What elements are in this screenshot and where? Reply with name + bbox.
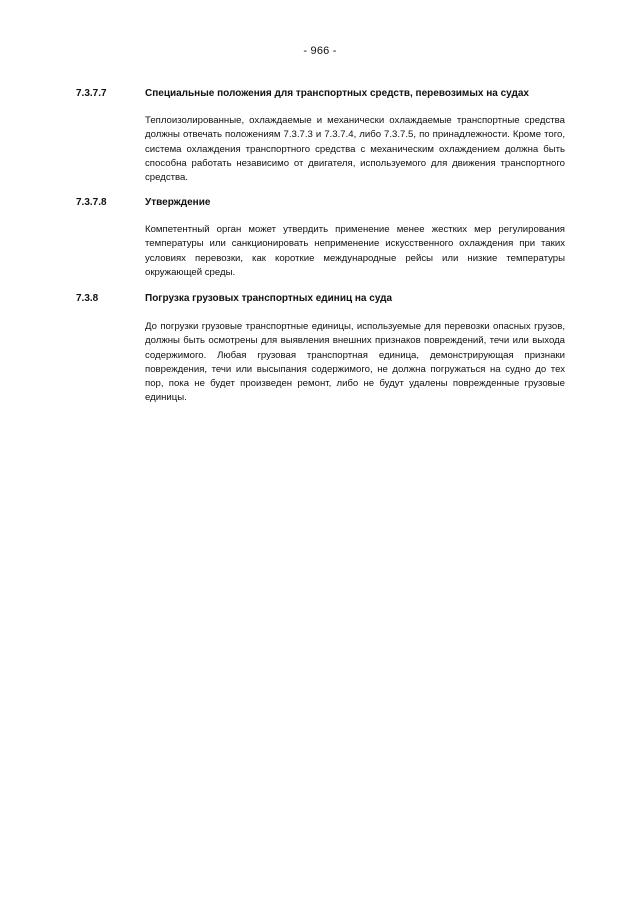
section-title: Специальные положения для транспортных средств, перевозимых на судах bbox=[145, 88, 529, 99]
section-title: Утверждение bbox=[145, 197, 211, 208]
section-number: 7.3.7.7 bbox=[76, 88, 107, 99]
section-body: Компетентный орган может утвердить применение менее жестких мер регулирования температуры или санкционировать неприменение искусственного охлаждения при таких условиях перевозки, как короткие международные рейсы или низкие температуры окружающей среды. bbox=[145, 224, 565, 278]
section-body: До погрузки грузовые транспортные единицы, используемые для перевозки опасных грузов, должны быть осмотрены для выявления внешних признаков повреждений, течи или выхода содержимого. Любая грузовая транспортная единица, демонстрирующая признаки повреждения, течи или высыпания содержимого, не должна погружаться на судно до тех пор, пока не будет произведен ремонт, либо не будут удалены поврежденные грузовые единицы. bbox=[145, 321, 565, 404]
section-body: Теплоизолированные, охлаждаемые и механически охлаждаемые транспортные средства должны отвечать положениям 7.3.7.3 и 7.3.7.4, либо 7.3.7.5, по принадлежности. Кроме того, система охлаждения транспортного средства с механическим охлаждением должна быть способна работать независимо от двигателя, используемого для движения транспортного средства. bbox=[145, 115, 565, 184]
section-title: Погрузка грузовых транспортных единиц на суда bbox=[145, 293, 393, 304]
page-number: - 966 - bbox=[303, 45, 337, 57]
section-number: 7.3.7.8 bbox=[76, 197, 107, 208]
section-number: 7.3.8 bbox=[76, 293, 99, 304]
